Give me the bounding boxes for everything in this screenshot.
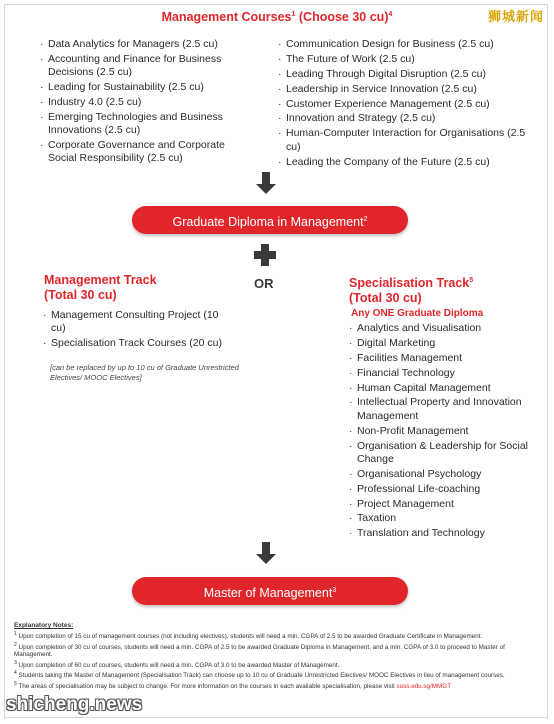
note-text: The areas of specialisation may be subject to change. For more information on the courses in each available specialisation, please visit xyxy=(18,682,397,690)
note-item xyxy=(14,681,538,691)
list-item: · Non-Profit Management xyxy=(349,425,539,438)
list-item: · Translation and Technology xyxy=(349,527,539,540)
watermark-bottom: shicheng.news xyxy=(6,694,143,715)
specialisation-track-sup: 5 xyxy=(469,277,474,284)
title-sup2: 4 xyxy=(388,10,393,18)
list-item: · Facilities Management xyxy=(349,352,539,365)
suss-link[interactable]: suss.edu.sg/MMGT xyxy=(396,682,452,690)
arrow-down-icon xyxy=(257,172,275,194)
graduate-diploma-banner xyxy=(132,206,408,234)
master-sup: 3 xyxy=(332,587,337,594)
list-item: · Specialisation Track Courses (20 cu) xyxy=(43,337,233,350)
list-item: · Customer Experience Management (2.5 cu) xyxy=(278,98,528,111)
graduate-diploma-sup: 2 xyxy=(363,216,368,223)
title-text: Management Courses xyxy=(161,10,292,24)
master-of-management-banner xyxy=(132,577,408,605)
note-item xyxy=(14,660,538,670)
list-item: · Intellectual Property and Innovation Management xyxy=(349,396,539,423)
list-item: · Human-Computer Interaction for Organisations (2.5 cu) xyxy=(278,127,528,154)
list-item: · Emerging Technologies and Business Innovations (2.5 cu) xyxy=(40,111,240,138)
list-item: · Leading Through Digital Disruption (2.5 cu) xyxy=(278,68,528,81)
list-item: · Organisation & Leadership for Social Change xyxy=(349,440,539,467)
note-number: 1 xyxy=(14,631,17,638)
specialisation-track-subtitle: Any ONE Graduate Diploma xyxy=(351,308,484,319)
list-item: · Human Capital Management xyxy=(349,382,539,395)
note-number: 5 xyxy=(14,680,17,687)
note-text: Upon completion of 60 cu of courses, students will need a min. CGPA of 3.0 to be awarded Master of Management. xyxy=(18,661,340,669)
note-number: 3 xyxy=(14,659,17,666)
or-label: OR xyxy=(254,276,274,291)
management-track-note: [can be replaced by up to 10 cu of Graduate Unrestricted Electives/ MOOC Electives] xyxy=(50,363,239,382)
list-item: · Accounting and Finance for Business Decisions (2.5 cu) xyxy=(40,53,240,80)
specialisation-track-title xyxy=(349,273,473,306)
watermark-top: 狮城新闻 xyxy=(487,9,544,24)
specialisation-track-list xyxy=(349,322,539,542)
note-text: Students taking the Master of Management (Specialisation Track) can choose up to 10 cu of Graduate Unrestricted Electives/ MOOC Electives in lieu of management courses. xyxy=(18,672,505,680)
title-rest: (Choose 30 cu) xyxy=(295,10,389,24)
explanatory-notes-header: Explanatory Notes: xyxy=(14,622,74,629)
note-number: 2 xyxy=(14,641,17,648)
list-item: · Innovation and Strategy (2.5 cu) xyxy=(278,112,528,125)
note-item xyxy=(14,670,538,680)
management-track-list xyxy=(43,309,233,352)
note-text: Upon completion of 30 cu of courses, students will need a min. CGPA of 2.5 to be awarded Graduate Diploma in Management, and a min. CGPA of 3.0 to proceed to Master of Management. xyxy=(14,644,505,659)
list-item: · Organisational Psychology xyxy=(349,468,539,481)
courses-left-list xyxy=(40,38,240,167)
list-item: · Management Consulting Project (10 cu) xyxy=(43,309,233,336)
management-track-title xyxy=(44,273,157,303)
graduate-diploma-label: Graduate Diploma in Management xyxy=(172,215,364,230)
specialisation-track-title-line1: Specialisation Track xyxy=(349,276,470,291)
list-item: · Leading the Company of the Future (2.5 cu) xyxy=(278,156,528,169)
courses-right-list xyxy=(278,38,528,170)
list-item: · Communication Design for Business (2.5 cu) xyxy=(278,38,528,51)
arrow-down-icon xyxy=(257,542,275,564)
management-track-title-line1: Management Track xyxy=(44,273,157,287)
list-item: · Industry 4.0 (2.5 cu) xyxy=(40,96,240,109)
note-item xyxy=(14,642,538,659)
list-item: · Corporate Governance and Corporate Social Responsibility (2.5 cu) xyxy=(40,139,240,166)
note-number: 4 xyxy=(14,670,17,677)
explanatory-notes xyxy=(14,622,538,691)
master-label: Master of Management xyxy=(203,586,333,601)
list-item: · Analytics and Visualisation xyxy=(349,322,539,335)
list-item: · Financial Technology xyxy=(349,367,539,380)
list-item: · Leadership in Service Innovation (2.5 cu) xyxy=(278,83,528,96)
list-item: · Project Management xyxy=(349,498,539,511)
list-item: · Taxation xyxy=(349,512,539,525)
management-track-title-line2: (Total 30 cu) xyxy=(44,288,117,302)
list-item: · Leading for Sustainability (2.5 cu) xyxy=(40,81,240,94)
note-text: Upon completion of 15 cu of management courses (not including electives), students will need a min. CGPA of 2.5 to be awarded Graduate Certificate in Management. xyxy=(18,633,483,641)
specialisation-track-title-line2: (Total 30 cu) xyxy=(349,291,422,306)
title-sup: 1 xyxy=(291,10,296,18)
list-item: · Professional Life-coaching xyxy=(349,483,539,496)
plus-icon xyxy=(254,244,276,266)
list-item: · Data Analytics for Managers (2.5 cu) xyxy=(40,38,240,51)
list-item: · Digital Marketing xyxy=(349,337,539,350)
list-item: · The Future of Work (2.5 cu) xyxy=(278,53,528,66)
management-courses-title xyxy=(0,10,554,24)
note-item xyxy=(14,631,538,641)
